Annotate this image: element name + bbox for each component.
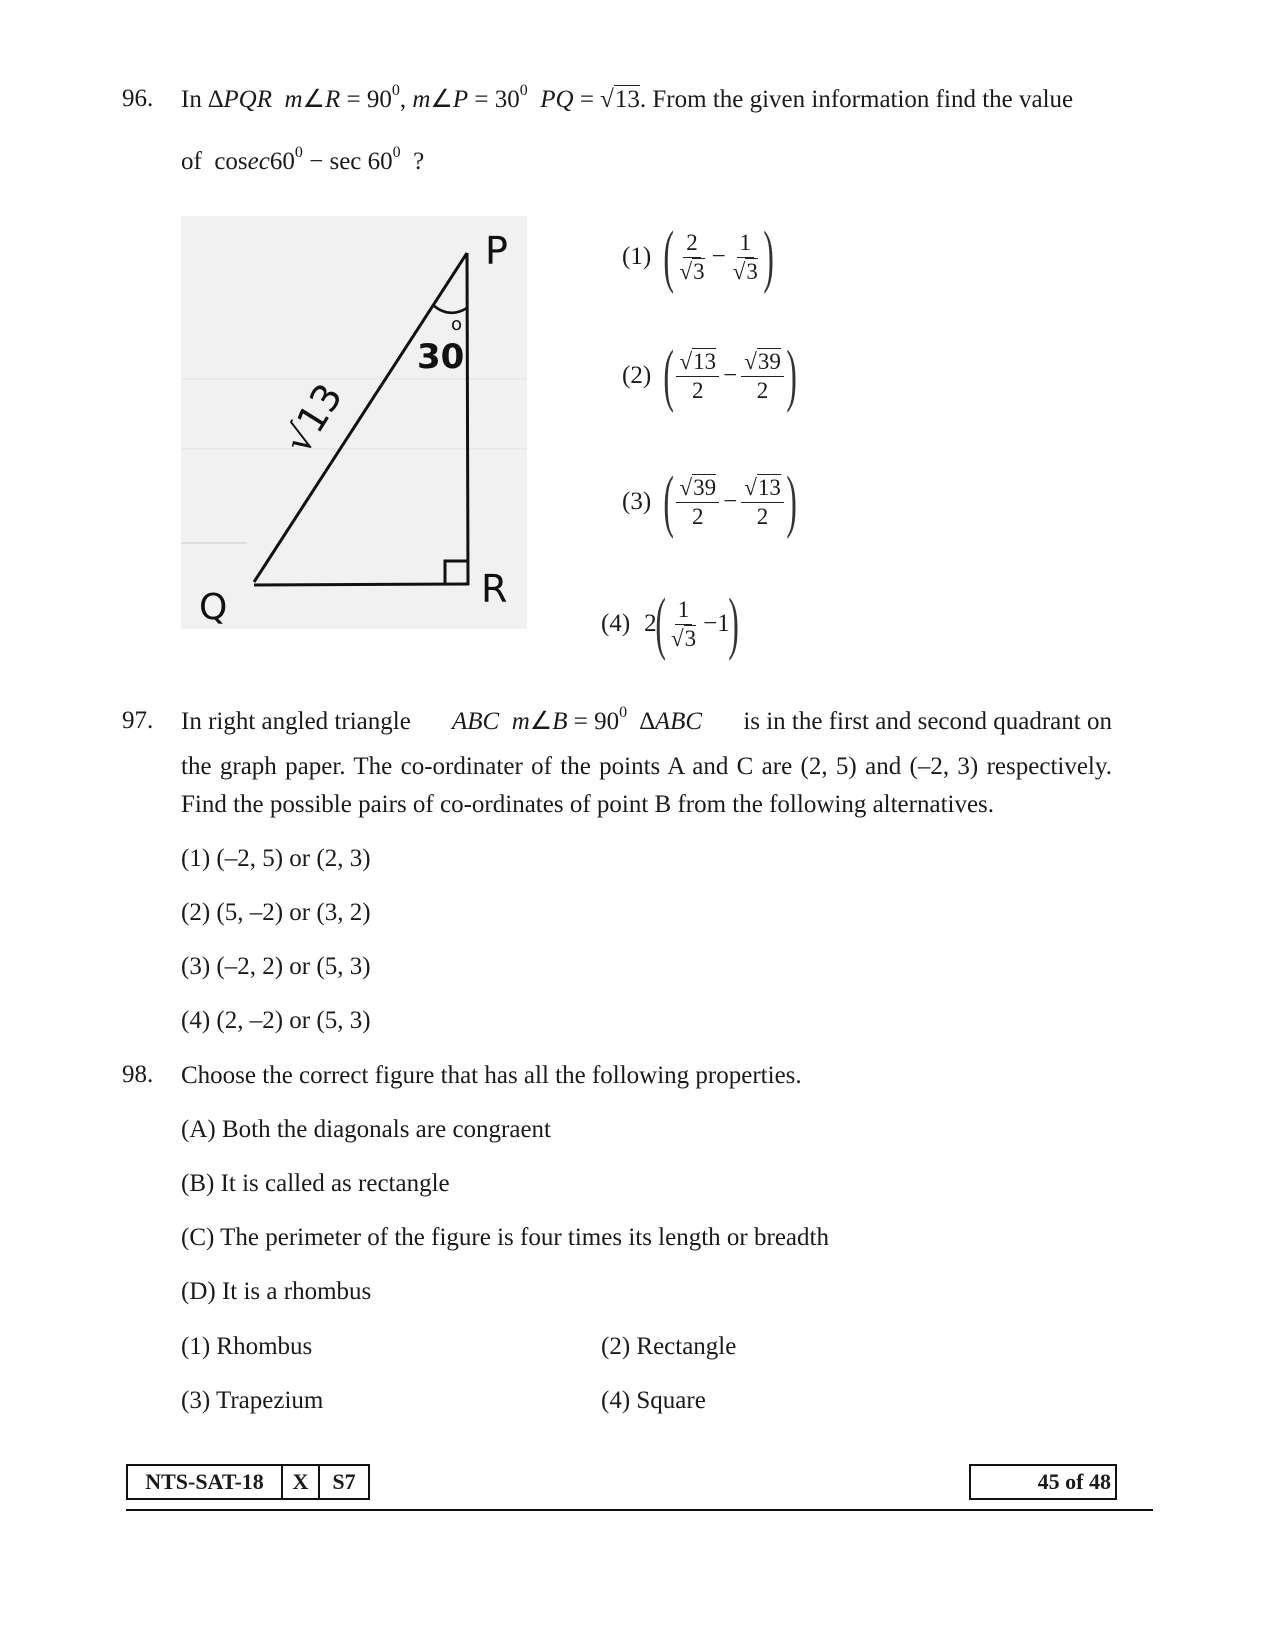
label-q: Q <box>199 587 228 628</box>
q97-option-1[interactable]: (1) (–2, 5) or (2, 3) <box>181 845 371 872</box>
q97-line1: In right angled triangle ABC m∠B = $90^0$ ∆ABC is in the first and second quadrant on <box>181 704 1112 735</box>
footer-divider <box>126 1509 1153 1511</box>
q98-option-4[interactable]: (4) Square <box>601 1387 706 1414</box>
q98-property-a: (A) Both the diagonals are congraent <box>181 1116 552 1143</box>
q96-option-3[interactable]: (3) ( $\frac{√39}{2}$ − $\frac{√13}{2}$ ) <box>622 463 797 540</box>
label-p: P <box>485 229 508 273</box>
q98-text: Choose the correct figure that has all the following properties. <box>181 1062 802 1089</box>
q96-number: 96. <box>122 85 154 112</box>
q98-option-3[interactable]: (3) Trapezium <box>181 1387 324 1414</box>
q97-option-3[interactable]: (3) (–2, 2) or (5, 3) <box>181 953 371 980</box>
q98-option-2[interactable]: (2) Rectangle <box>601 1333 737 1360</box>
q97-line2: the graph paper. The co-ordinater of the points A and C are (2, 5) and (–2, 3) respectively. <box>181 753 1112 780</box>
q96-line2-prefix: of <box>181 148 202 175</box>
footer-set: S7 <box>318 1464 370 1500</box>
q98-property-c: (C) The perimeter of the figure is four times its length or breadth <box>181 1224 829 1251</box>
side-pr <box>467 253 468 585</box>
q97-line3: Find the possible pairs of co-ordinates of point B from the following alternatives. <box>181 791 995 818</box>
q98-number: 98. <box>122 1061 154 1088</box>
right-angle-mark <box>445 561 468 584</box>
q96-line1 <box>181 82 1074 115</box>
side-qr <box>254 584 469 585</box>
q97-given: ABC m∠B = $90^0$ ∆ABC <box>452 704 703 735</box>
q96-expression: $cosec60^0 - \sec 60^0$ <box>208 144 401 175</box>
label-r: R <box>481 567 508 611</box>
q96-rest: . From the given information find the value <box>639 86 1074 113</box>
q98-property-d: (D) It is a rhombus <box>181 1278 372 1305</box>
q96-figure <box>181 216 527 629</box>
q96-line2-suffix: ? <box>413 148 425 175</box>
q98-property-b: (B) It is called as rectangle <box>181 1170 450 1197</box>
q98-option-1[interactable]: (1) Rhombus <box>181 1333 313 1360</box>
q96-intro: In <box>181 86 202 113</box>
label-angle-degree: o <box>451 314 463 335</box>
q96-option-4[interactable]: (4) 2 ( $\frac{1}{√3}$ −1 ) <box>601 585 739 662</box>
q96-given: ∆PQR m∠R = $90^0$, m∠P = $30^0$ PQ = √13 <box>208 82 640 113</box>
q96-option-1[interactable]: (1) ( $\frac{2}{√3}$ − $\frac{1}{√3}$ ) <box>622 218 774 295</box>
side-pq <box>254 253 467 582</box>
triangle-diagram <box>181 216 527 629</box>
label-side: √13 <box>275 375 352 461</box>
footer-page: 45 of 48 <box>969 1464 1117 1500</box>
q96-line2 <box>181 144 425 177</box>
q96-option-2[interactable]: (2) ( $\frac{√13}{2}$ − $\frac{√39}{2}$ ) <box>622 337 797 414</box>
footer-code: NTS-SAT-18 <box>126 1464 283 1500</box>
q97-option-2[interactable]: (2) (5, –2) or (3, 2) <box>181 899 371 926</box>
label-angle: 30 <box>417 337 465 377</box>
footer-class: X <box>281 1464 320 1500</box>
q97-number: 97. <box>122 707 154 734</box>
angle-arc <box>433 305 467 313</box>
q97-option-4[interactable]: (4) (2, –2) or (5, 3) <box>181 1007 371 1034</box>
